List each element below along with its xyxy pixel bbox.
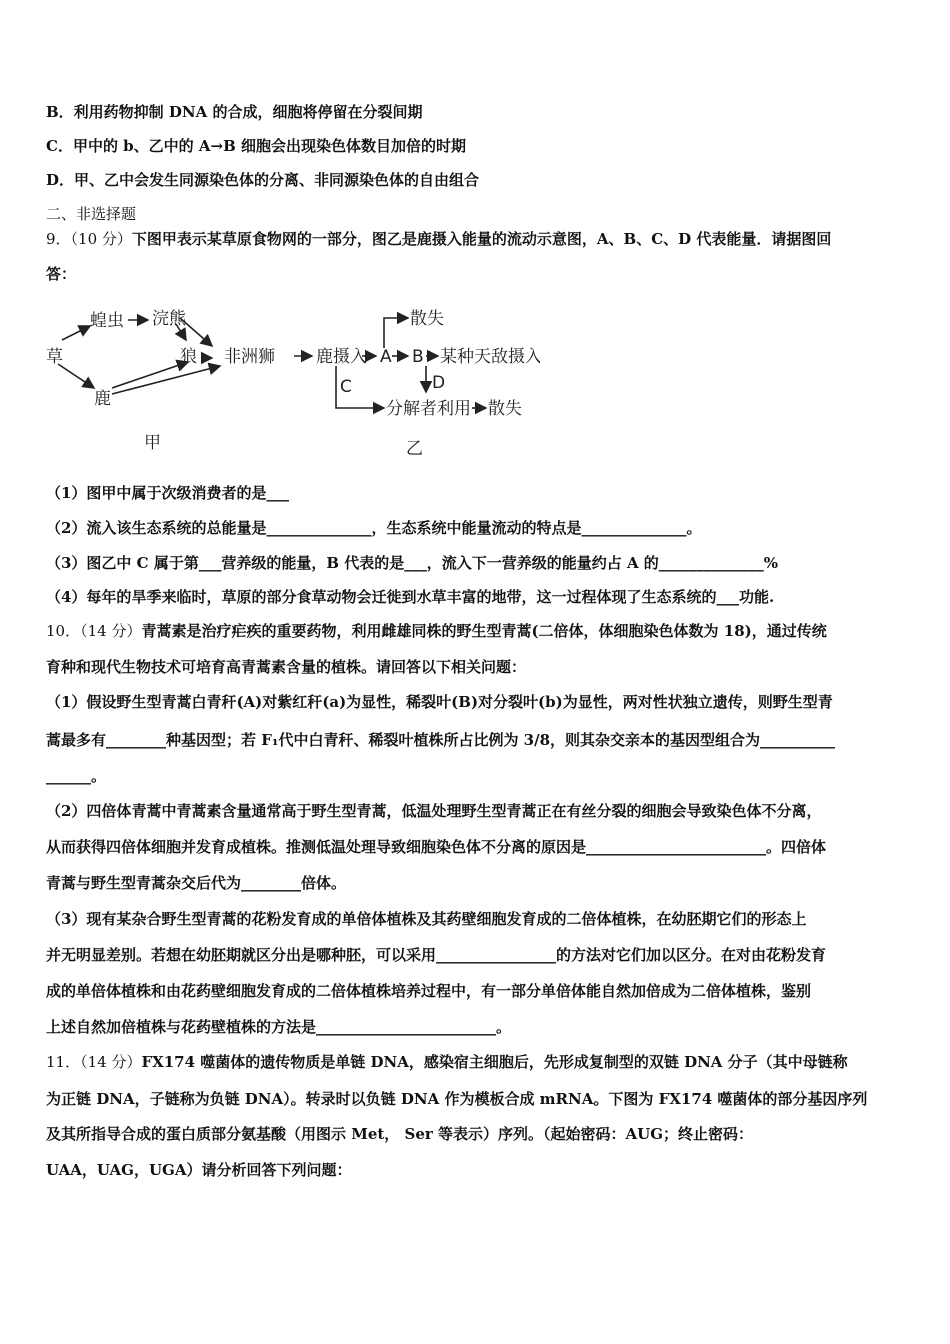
- q10-sub1-line-1: （1）假设野生型青蒿白青秆(A)对紫红秆(a)为显性，稀裂叶(B)对分裂叶(b)为显性，两对性状独立遗传，则野生型青: [46, 693, 833, 711]
- label-d: D: [432, 373, 446, 393]
- q10-sub3-line-3: 成的单倍体植株和由花药壁细胞发育成的二倍体植株培养过程中，有一部分单倍体能自然加倍成为二倍体植株，鉴别: [46, 982, 812, 1000]
- q10-sub2-line-3: 青蒿与野生型青蒿杂交后代为________倍体。: [46, 874, 347, 892]
- node-deer: 鹿: [94, 389, 111, 409]
- q9-figures: [40, 296, 540, 466]
- node-raccoon: 浣熊: [152, 309, 186, 329]
- section-title: 二、非选择题: [46, 205, 137, 223]
- q9-sub4: （4）每年的旱季来临时，草原的部分食草动物会迁徙到水草丰富的地带，这一过程体现了生态系统的___功能.: [46, 588, 775, 606]
- label-lost-top: 散失: [410, 309, 444, 329]
- q11-stem-line-4: UAA，UAG，UGA）请分析回答下列问题：: [46, 1161, 352, 1179]
- q10-sub2-line-1: （2）四倍体青蒿中青蒿素含量通常高于野生型青蒿，低温处理野生型青蒿正在有丝分裂的细胞会导致染色体不分离，: [46, 802, 822, 820]
- node-wolf: 狼: [180, 347, 197, 367]
- figure-jia-caption: 甲: [144, 433, 161, 453]
- option-c: C．甲中的 b、乙中的 A→B 细胞会出现染色体数目加倍的时期: [46, 137, 466, 155]
- q10-sub3-line-1: （3）现有某杂合野生型青蒿的花粉发育成的单倍体植株及其药壁细胞发育成的二倍体植株，在幼胚期它们的形态上: [46, 910, 807, 928]
- label-a: A: [380, 347, 392, 367]
- node-grass: 草: [46, 347, 63, 367]
- label-deer-intake: 鹿摄入: [316, 347, 367, 367]
- q10-sub3-line-4: 上述自然加倍植株与花药壁植株的方法是________________________。: [46, 1018, 512, 1036]
- option-d: D．甲、乙中会发生同源染色体的分离、非同源染色体的自由组合: [46, 171, 480, 189]
- food-web-and-energy-flow-diagram: [40, 296, 540, 466]
- label-decomposer: 分解者利用: [386, 399, 471, 419]
- q10-number: 10．（14 分）: [46, 622, 142, 640]
- q11-number: 11．（14 分）: [46, 1053, 142, 1071]
- q10-stem-line-2: 育种和现代生物技术可培育高青蒿素含量的植株。请回答以下相关问题：: [46, 658, 527, 676]
- q11-stem-line-3: 及其所指导合成的蛋白质部分氨基酸（用图示 Met， Ser 等表示）序列。（起始密码：AUG；终止密码：: [46, 1125, 754, 1143]
- q10-stem-line-1: [46, 621, 908, 641]
- q10-sub1-line-3: ______。: [46, 767, 107, 785]
- q9-stem-line-2: 答：: [46, 265, 77, 283]
- label-predator-intake: 某种天敌摄入: [440, 347, 540, 367]
- q11-stem-line-2: 为正链 DNA，子链称为负链 DNA）。转录时以负链 DNA 作为模板合成 mRNA。下图为 FX174 噬菌体的部分基因序列: [46, 1090, 868, 1108]
- q10-sub3-line-2: 并无明显差别。若想在幼胚期就区分出是哪种胚，可以采用________________的方法对它们加以区分。在对由花粉发育: [46, 946, 827, 964]
- q9-sub1: （1）图甲中属于次级消费者的是___: [46, 484, 289, 502]
- node-locust: 蝗虫: [90, 311, 124, 331]
- option-b: B．利用药物抑制 DNA 的合成，细胞将停留在分裂间期: [46, 103, 423, 121]
- q9-sub2: （2）流入该生态系统的总能量是______________，生态系统中能量流动的特点是______________。: [46, 519, 702, 537]
- node-lion: 非洲狮: [224, 347, 275, 367]
- q11-stem-text-1: FX174 噬菌体的遗传物质是单链 DNA，感染宿主细胞后，先形成复制型的双链 DNA 分子（其中母链称: [141, 1053, 848, 1071]
- q9-number: 9．（10 分）: [46, 230, 132, 248]
- label-b: B: [412, 347, 424, 367]
- q9-sub3: （3）图乙中 C 属于第___营养级的能量，B 代表的是___，流入下一营养级的能量约占 A 的______________%: [46, 554, 779, 572]
- q10-sub1-line-2: 蒿最多有________种基因型；若 F₁代中白青秆、稀裂叶植株所占比例为 3/8，则其杂交亲本的基因型组合为__________: [46, 731, 836, 749]
- q11-stem-line-1: [46, 1052, 908, 1072]
- q9-stem-text-1: 下图甲表示某草原食物网的一部分，图乙是鹿摄入能量的流动示意图，A、B、C、D 代表能量．请据图回: [131, 230, 832, 248]
- figure-yi-caption: 乙: [406, 439, 423, 459]
- label-lost-bottom: 散失: [488, 399, 522, 419]
- q9-stem-line-1: [46, 229, 908, 249]
- q10-stem-text-1: 青蒿素是治疗疟疾的重要药物，利用雌雄同株的野生型青蒿(二倍体，体细胞染色体数为 18)，通过传统: [141, 622, 827, 640]
- q10-sub2-line-2: 从而获得四倍体细胞并发育成植株。推测低温处理导致细胞染色体不分离的原因是________________________。四倍体: [46, 838, 827, 856]
- label-c: C: [340, 377, 352, 397]
